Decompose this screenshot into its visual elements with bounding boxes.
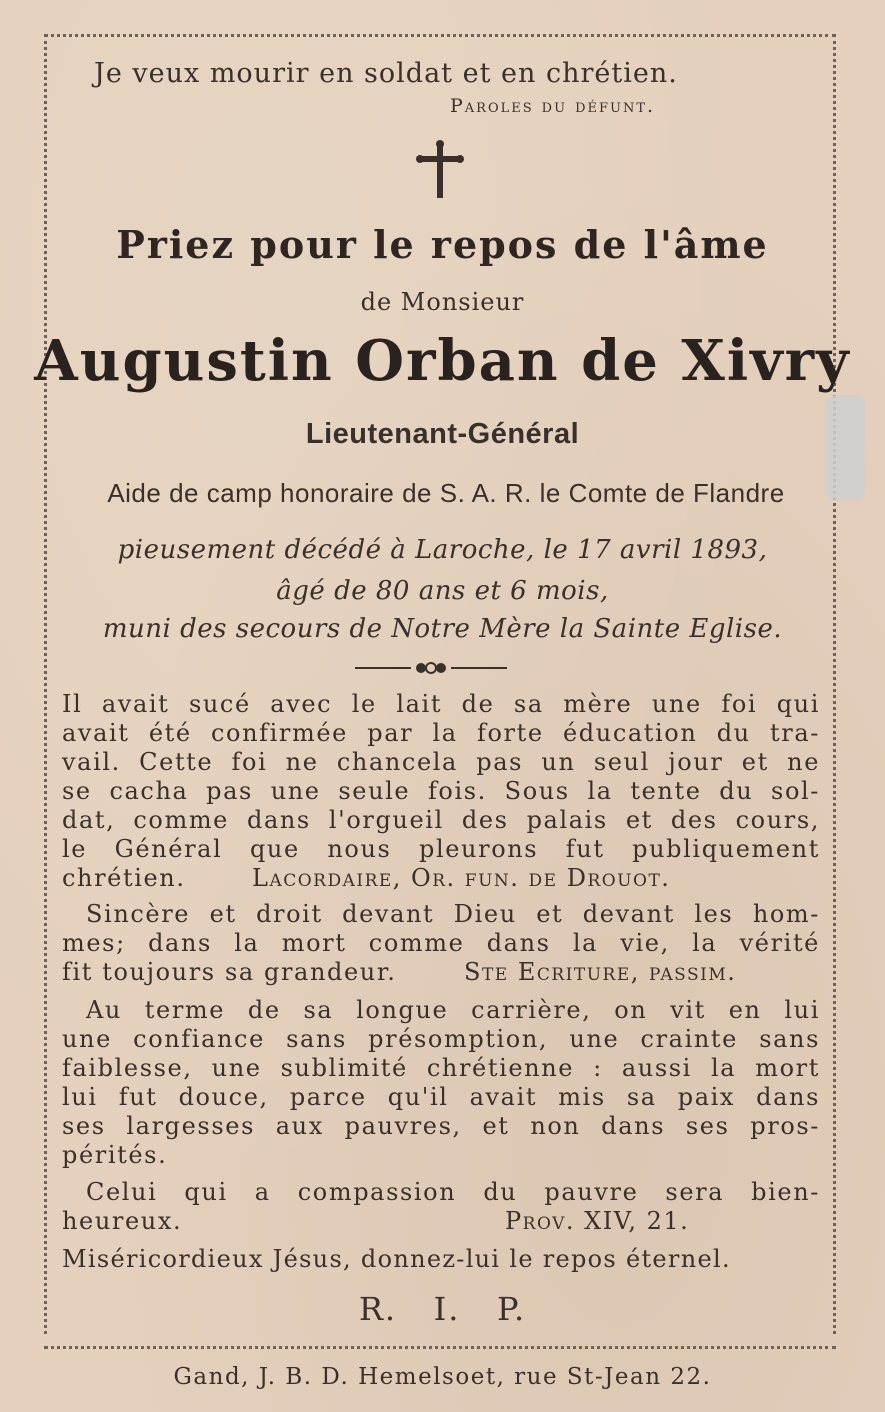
death-date-line: pieusement décédé à Laroche, le 17 avril 1893, [117,535,768,565]
paragraph-4-end: heureux. [62,1207,183,1235]
paragraph-3-line: une confiance sans présomption, une crainte sans [62,1025,820,1053]
closing-prayer: Miséricordieux Jésus, donnez-lui le repos éternel. [62,1245,731,1273]
paragraph-1-line: Il avait sucé avec le lait de sa mère une foi qui [62,690,820,718]
sacrament-line: muni des secours de Notre Mère la Sainte Eglise. [102,614,783,644]
cross-icon [412,140,468,200]
deceased-name: Augustin Orban de Xivry [34,328,851,394]
paragraph-2-end: fit toujours sa grandeur. [62,958,397,986]
honorific: de Monsieur [360,288,525,316]
paragraph-1-line: se cacha pas une seule fois. Sous la tente du sol- [62,777,820,805]
paragraph-1-line: le Général que nous pleurons fut publiquement [62,835,820,863]
prayer-title: Priez pour le repos de l'âme [116,222,769,267]
paragraph-1-end: chrétien. [62,864,186,892]
paragraph-2-line: Sincère et droit devant Dieu et devant les hom- [86,900,820,928]
paragraph-2-citation: Ste Ecriture, passim. [464,958,737,986]
paragraph-1-last-line [62,864,820,893]
epigraph-text: Je veux mourir en soldat et en chrétien. [94,58,678,89]
paragraph-4-last-line [62,1207,820,1236]
paragraph-3-line: ses largesses aux pauvres, et non dans ses pros- [62,1112,820,1140]
paragraph-2-line: mes; dans la mort comme dans la vie, la vérité [62,929,820,957]
paragraph-4-line: Celui qui a compassion du pauvre sera bien- [86,1178,820,1206]
paragraph-2-last-line [62,958,820,987]
rip-line: R. I. P. [358,1290,527,1328]
paragraph-1-line: vail. Cette foi ne chancela pas un seul jour et ne [62,748,820,776]
paragraph-3-line: Au terme de sa longue carrière, on vit en lui [86,996,820,1024]
paragraph-3-line: faiblesse, une sublimité chrétienne : aussi la mort [62,1054,820,1082]
epigraph-source: Paroles du défunt. [450,95,656,117]
paragraph-1-line: avait été confirmée par la forte éducation du tra- [62,719,820,747]
paragraph-1-line: dat, comme dans l'orgueil des palais et des cours, [62,806,820,834]
ornament-divider-icon [355,659,507,677]
dotted-border-bottom [44,1346,836,1349]
paragraph-1-citation: Lacordaire, Or. fun. de Drouot. [252,864,671,892]
age-line: âgé de 80 ans et 6 mois, [276,576,609,606]
military-rank: Lieutenant-Général [305,418,580,450]
paragraph-3-line: lui fut douce, parce qu'il avait mis sa paix dans [62,1083,820,1111]
printer-footer: Gand, J. B. D. Hemelsoet, rue St-Jean 22. [173,1364,712,1390]
paragraph-4-citation: Prov. XIV, 21. [505,1207,690,1235]
aide-de-camp-line: Aide de camp honoraire de S. A. R. le Comte de Flandre [107,478,785,508]
paragraph-3-last-line: pérités. [62,1141,168,1169]
